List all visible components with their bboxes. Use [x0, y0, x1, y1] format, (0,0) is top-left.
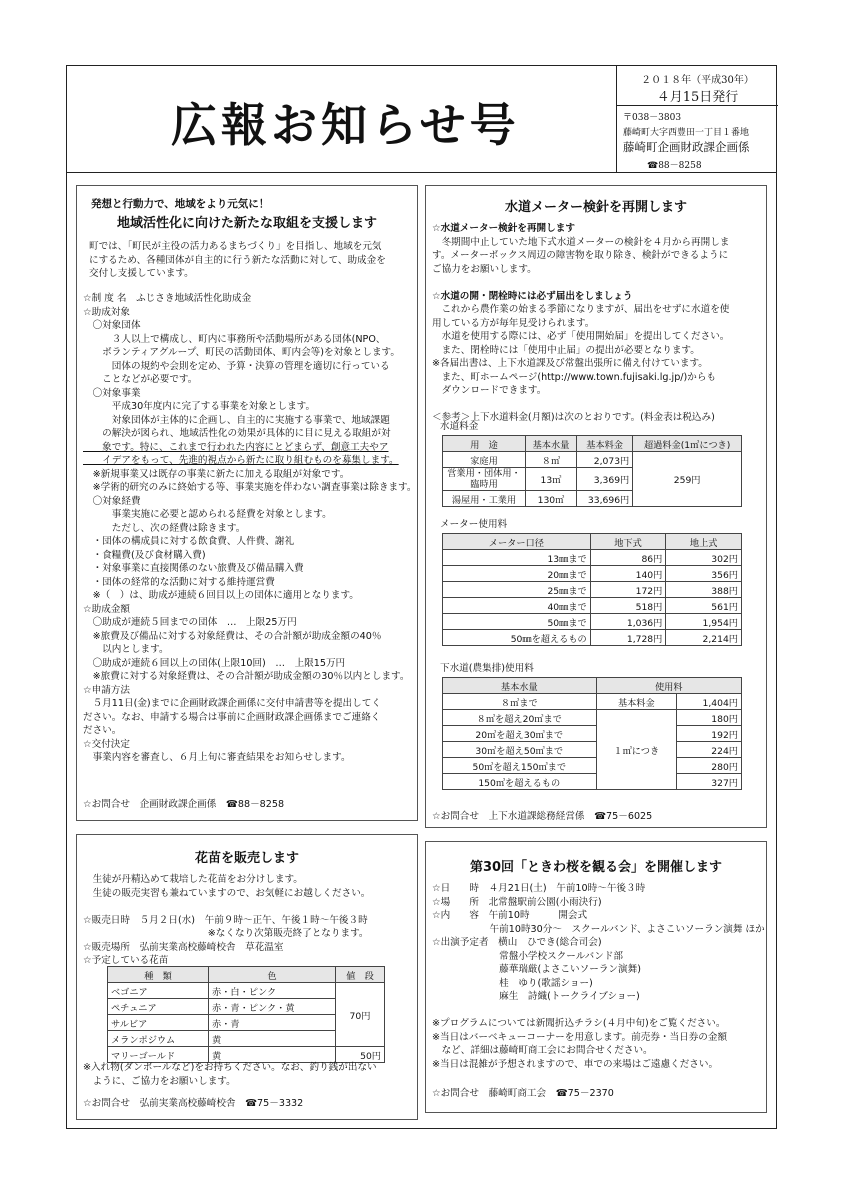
table-cell: マリーゴールド — [108, 1047, 209, 1063]
issue-date: ４月15日発行 — [656, 90, 739, 105]
body-line-emphasis: イデアをもって、先進的視点から新たに取り組むものを募集します。 — [83, 455, 399, 466]
body-line: ださい。なお、申請する場合は事前に企画財政課企画係までご連絡く — [83, 711, 381, 723]
body-line: ※新規事業又は既存の事業に新たに加える取組が対象です。 — [83, 468, 350, 480]
intro-line: 交付し支援しています。 — [89, 268, 194, 279]
table-row — [443, 742, 742, 758]
table-header: 色 — [209, 967, 336, 983]
body-line: ように、ご協力をお願いします。 — [83, 1075, 236, 1087]
article-contact: ☆お問合せ 弘前実業高校藤崎校舎 ☎75－3332 — [83, 1098, 304, 1109]
body-line: ☆予定している花苗 — [83, 955, 169, 966]
water-rate-table — [442, 435, 742, 507]
table-cell: 50㎜を超えるもの — [443, 630, 591, 646]
table-cell: 1,404円 — [677, 694, 742, 710]
table-cell: ペチュニア — [108, 999, 209, 1015]
address: 藤崎町大字西豊田一丁目１番地 — [623, 128, 750, 138]
table-row — [443, 550, 742, 566]
intro-line: 町では、「町民が主役の活力あるまちづくり」を目指し、地域を元気 — [89, 241, 382, 252]
table-header: メーター口径 — [443, 534, 591, 550]
article-community-grant — [76, 185, 418, 821]
table-cell: 561円 — [666, 598, 742, 614]
body-line: ☆販売日時 ５月２日(水) 午前９時～正午、午後１時～午後３時 — [83, 914, 368, 926]
table-row — [443, 582, 742, 598]
body-line: ※学術的研究のみに終始する等、事業実施を伴わない調査事業は除きます。 — [83, 482, 417, 493]
body-line: 水道を使用する際には、必ず「使用開始届」を提出してください。 — [432, 331, 730, 342]
table-row — [443, 598, 742, 614]
table-cell: 180円 — [677, 710, 742, 726]
article-intro — [89, 240, 386, 281]
table-cell: メランポジウム — [108, 1031, 209, 1047]
table-cell: 30㎥を超え50㎥まで — [443, 742, 597, 758]
table-cell: ８㎥まで — [443, 694, 597, 710]
table-cell: 赤・白・ピンク — [209, 983, 336, 999]
table-cell: 25㎜まで — [443, 582, 591, 598]
table-row — [443, 726, 742, 742]
table-cell: 50㎥を超え150㎥まで — [443, 758, 597, 774]
department-phone: ☎88－8258 — [647, 161, 702, 171]
body-line: 〇助成が連続５回までの団体 … 上限25万円 — [83, 617, 297, 628]
body-line: ※旅費に対する対象経費は、その合計額が助成金額の30％以内とします。 — [83, 671, 410, 682]
table-cell: 1,728円 — [590, 630, 666, 646]
body-line: ご協力をお願いします。 — [432, 263, 537, 275]
body-line: 事業内容を審査し、６月上旬に審査結果をお知らせします。 — [83, 752, 351, 763]
table-cell: 40㎜まで — [443, 598, 591, 614]
table-cell: 50円 — [335, 1047, 384, 1063]
article-title: 第30回「ときわ桜を観る会」を開催します — [469, 860, 723, 875]
table-row — [443, 452, 742, 468]
table-cell: 302円 — [666, 550, 742, 566]
table-cell: 2,214円 — [666, 630, 742, 646]
body-line: 事業実施に必要と認められる経費を対象とします。 — [83, 509, 332, 520]
article-water-meter — [425, 185, 767, 828]
body-line — [432, 1004, 765, 1018]
table-cell: 赤・青・ピンク・黄 — [209, 999, 336, 1015]
table-cell: 20㎜まで — [443, 566, 591, 582]
body-heading: ☆水道の開・閉栓時には必ず届出をしましょう — [432, 290, 633, 302]
table-cell: １㎥につき — [596, 710, 677, 790]
table-cell: 518円 — [590, 598, 666, 614]
issue-year: ２０１８年（平成30年） — [641, 75, 754, 86]
department: 藤崎町企画財政課企画係 — [623, 140, 750, 154]
body-line: 団体の規約や会則を定め、予算・決算の管理を適切に行っている — [83, 360, 390, 372]
table-header: 基本水量 — [526, 436, 577, 452]
table-cell: 33,696円 — [576, 491, 632, 507]
table-header: 用 途 — [443, 436, 526, 452]
body-line: ・団体の経常的な活動に対する維持運営費 — [83, 576, 275, 588]
body-line — [432, 276, 729, 290]
table-cell: 13㎥ — [526, 468, 577, 491]
table-row — [443, 710, 742, 726]
table-cell: 1,954円 — [666, 614, 742, 630]
article-note — [83, 1061, 377, 1088]
table-cell: 湯屋用・工業用 — [443, 491, 526, 507]
article-body — [83, 873, 370, 968]
body-line: ☆助成対象 — [83, 306, 130, 318]
table-cell: 172円 — [590, 582, 666, 598]
body-line — [83, 900, 370, 914]
body-line: 〇対象事業 — [83, 387, 141, 399]
table-cell: 86円 — [590, 550, 666, 566]
body-line: ※旅費及び備品に対する対象経費は、その合計額が助成金額の40％ — [83, 630, 382, 642]
table-row — [443, 758, 742, 774]
body-line: これから農作業の始まる季節になりますが、届出をせずに水道を使 — [432, 304, 730, 315]
body-line: 生徒が丹精込めて栽培した花苗をお分けします。 — [83, 874, 303, 885]
table-cell: 224円 — [677, 742, 742, 758]
table-cell: 130㎥ — [526, 491, 577, 507]
body-line: ☆制 度 名 ふじさき地域活性化助成金 — [83, 293, 252, 304]
body-line: ※なくなり次第販売終了となります。 — [83, 928, 369, 939]
meter-fee-table — [442, 533, 742, 646]
body-line: 〇対象団体 — [83, 320, 141, 331]
body-line: ※（ ）は、助成が連続６回目以上の団体に適用となります。 — [83, 590, 359, 601]
intro-line: にするため、各種団体が自主的に行う新たな活動に対して、助成金を — [89, 254, 386, 266]
table-cell: 3,369円 — [576, 468, 632, 491]
table-row — [108, 983, 385, 999]
body-line: ☆場 所 北常盤駅前公園(小雨決行) — [432, 896, 602, 908]
body-line: ☆内 容 午前10時 開会式 — [432, 910, 588, 921]
body-line: 桂 ゆり(歌謡ショー) — [432, 977, 593, 989]
body-line: 〇助成が連続６回以上の団体(上限10回) … 上限15万円 — [83, 657, 346, 669]
body-line: ・対象事業に直接関係のない旅費及び備品購入費 — [83, 563, 304, 574]
table-cell: 黄 — [209, 1047, 336, 1063]
table-cell: 259円 — [633, 452, 742, 507]
table-cell: 2,073円 — [576, 452, 632, 468]
body-line: 以内とします。 — [83, 644, 169, 655]
body-line: 午前10時30分～ スクールバンド、よさこいソーラン演舞 ほか — [432, 923, 765, 935]
body-line: ＜参考＞上下水道料金(月額)は次のとおりです。(料金表は税込み) — [432, 412, 715, 423]
table-row — [443, 630, 742, 646]
table-cell: ８㎥を超え20㎥まで — [443, 710, 597, 726]
article-title: 地域活性化に向けた新たな取組を支援します — [116, 216, 377, 231]
body-line: ☆助成金額 — [83, 603, 130, 615]
body-line: の解決が図られ、地域活性化の効果が具体的に目に見える取組が対 — [83, 428, 391, 439]
body-line: ５月11日(金)までに企画財政課企画係に交付申請書等を提出してく — [83, 698, 381, 709]
table-cell: 70円 — [335, 983, 384, 1047]
table-cell: サルビア — [108, 1015, 209, 1031]
water-rate-label: 水道料金 — [440, 421, 479, 432]
table-header: 超過料金(1㎥につき) — [633, 436, 742, 452]
body-line: ※入れ物(ダンボールなど)をお持ちください。なお、釣り銭が出ない — [83, 1062, 377, 1073]
body-line: ３人以上で構成し、町内に事務所や活動場所がある団体(NPO、 — [83, 333, 386, 345]
table-header: 地上式 — [666, 534, 742, 550]
body-line: ださい。 — [83, 725, 122, 736]
table-cell: 192円 — [677, 726, 742, 742]
table-cell: 13㎜まで — [443, 550, 591, 566]
table-header: 基本料金 — [576, 436, 632, 452]
sewer-fee-table — [442, 677, 742, 790]
table-cell: 家庭用 — [443, 452, 526, 468]
table-row — [443, 614, 742, 630]
flower-table — [107, 966, 385, 1063]
body-line: 麻生 詩織(トークライブショー) — [432, 991, 640, 1002]
body-line: ☆交付決定 — [83, 738, 130, 750]
body-line: ダウンロードできます。 — [432, 385, 547, 396]
meter-fee-label: メーター使用料 — [440, 519, 508, 530]
table-header: 基本水量 — [443, 678, 597, 694]
table-row — [443, 694, 742, 710]
body-line: す。メーターボックス周辺の障害物を取り除き、検針ができるように — [432, 250, 729, 261]
body-line — [432, 398, 729, 412]
table-cell: 赤・青 — [209, 1015, 336, 1031]
body-line: ただし、次の経費は除きます。 — [83, 522, 246, 534]
body-line: 用している方が毎年見受けられます。 — [432, 317, 595, 329]
table-cell: 280円 — [677, 758, 742, 774]
article-body — [432, 882, 765, 1071]
table-cell: 50㎜まで — [443, 614, 591, 630]
body-line: 冬期間中止していた地下式水道メーターの検針を４月から再開しま — [432, 236, 730, 248]
masthead — [66, 65, 777, 173]
table-cell: ベゴニア — [108, 983, 209, 999]
body-line: 生徒の販売実習も兼ねていますので、お気軽にお越しください。 — [83, 887, 371, 899]
body-line: ※当日はバーベキューコーナーを用意します。前売券・当日券の金額 — [432, 1031, 728, 1043]
article-title: 花苗を販売します — [194, 851, 299, 866]
table-cell: 327円 — [677, 774, 742, 790]
table-cell: ８㎥ — [526, 452, 577, 468]
article-contact: ☆お問合せ 藤崎町商工会 ☎75－2370 — [432, 1088, 614, 1099]
body-line: ボランティアグループ、町民の活動団体、町内会等)を対象とします。 — [83, 347, 400, 358]
table-header: 使用料 — [596, 678, 741, 694]
body-line: また、町ホームページ(http://www.town.fujisaki.lg.jp/)からも — [432, 371, 717, 383]
article-flower-sale — [76, 834, 418, 1120]
article-contact: ☆お問合せ 上下水道課総務経営係 ☎75－6025 — [432, 811, 653, 822]
masthead-info — [616, 65, 777, 173]
table-cell: 営業用・団体用・臨時用 — [443, 468, 526, 491]
article-contact: ☆お問合せ 企画財政課企画係 ☎88－8258 — [83, 799, 285, 810]
article-kicker: 発想と行動力で、地域をより元気に！ — [91, 198, 270, 210]
body-line: など、詳細は藤崎町商工会にお問合せください。 — [432, 1045, 653, 1056]
table-row — [443, 566, 742, 582]
masthead-divider — [617, 105, 778, 106]
body-line: ・団体の構成員に対する飲食費、人件費、謝礼 — [83, 536, 295, 547]
postal-code: 〒038－3803 — [623, 113, 682, 123]
article-body — [83, 292, 416, 765]
body-line: ☆日 時 ４月21日(土) 午前10時～午後３時 — [432, 883, 646, 894]
table-header: 種 類 — [108, 967, 209, 983]
article-body — [432, 222, 729, 425]
body-line: 対象団体が主体的に企画し、自主的に実施する事業で、地域課題 — [83, 414, 390, 426]
body-line: また、閉栓時には「使用中止届」の提出が必要となります。 — [432, 344, 700, 356]
table-header: 地下式 — [590, 534, 666, 550]
table-cell: 基本料金 — [596, 694, 677, 710]
body-line: ※当日は混雑が予想されますので、車での来場はご遠慮ください。 — [432, 1058, 719, 1070]
article-cherry-blossom-event — [425, 841, 767, 1113]
body-line: 平成30年度内に完了する事業を対象とします。 — [83, 401, 316, 412]
table-cell: 140円 — [590, 566, 666, 582]
body-line: ※プログラムについては新聞折込チラシ(４月中旬)をご覧ください。 — [432, 1018, 726, 1029]
body-line: 常盤小学校スクールバンド部 — [432, 950, 624, 962]
sewer-fee-label: 下水道(農集排)使用料 — [440, 663, 534, 674]
body-line: ことなどが必要です。 — [83, 374, 198, 385]
body-line: 〇対象経費 — [83, 495, 141, 507]
article-title: 水道メーター検針を再開します — [504, 200, 687, 215]
body-heading: ☆水道メーター検針を再開します — [432, 223, 575, 234]
table-cell: 20㎥を超え30㎥まで — [443, 726, 597, 742]
table-cell: 356円 — [666, 566, 742, 582]
table-row — [443, 774, 742, 790]
table-header: 値 段 — [335, 967, 384, 983]
body-line: ・食糧費(及び食材購入費) — [83, 549, 206, 561]
body-line-emphasis: 象です。特に、これまで行われた内容にとどまらず、創意工夫やア — [83, 441, 389, 453]
table-cell: 388円 — [666, 582, 742, 598]
body-line: ☆出演予定者 横山 ひでき(総合司会) — [432, 937, 602, 948]
table-cell: 1,036円 — [590, 614, 666, 630]
table-cell: 150㎥を超えるもの — [443, 774, 597, 790]
body-line: ※各届出書は、上下水道課及び常盤出張所に備え付けています。 — [432, 358, 708, 369]
masthead-title: 広報お知らせ号 — [171, 98, 520, 152]
body-line: ☆申請方法 — [83, 684, 130, 696]
body-line: 藤華瑞厳(よさこいソーラン演舞) — [432, 964, 641, 975]
table-cell: 黄 — [209, 1031, 336, 1047]
body-line: ☆販売場所 弘前実業高校藤崎校舎 草花温室 — [83, 941, 284, 953]
